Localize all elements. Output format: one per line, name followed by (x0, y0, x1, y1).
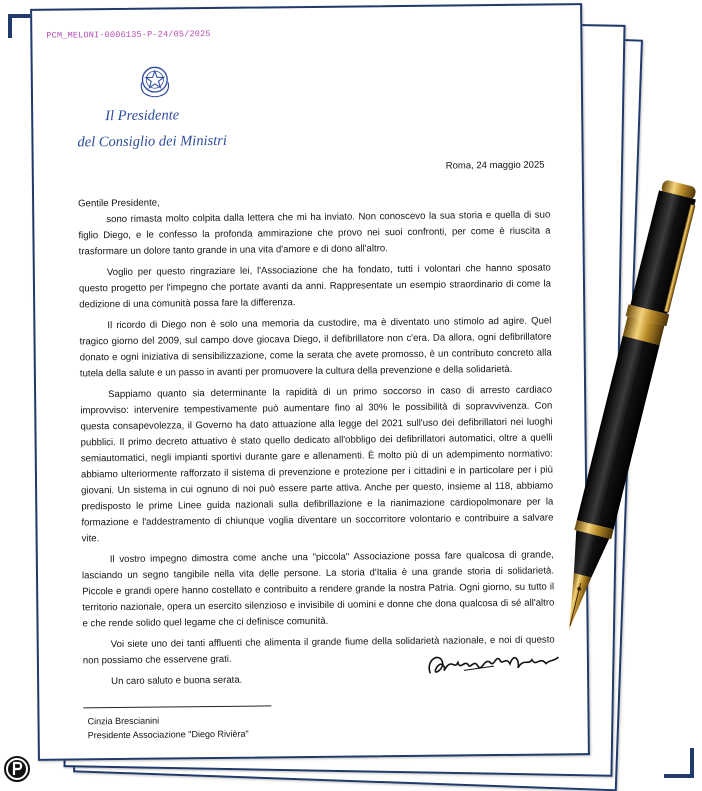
italian-emblem-icon (136, 61, 174, 99)
letter-body (78, 191, 555, 695)
frame-corner-top-left (8, 14, 32, 18)
letter-date: Roma, 24 maggio 2025 (445, 159, 545, 172)
handwritten-signature (424, 645, 564, 686)
letterhead-subtitle: del Consiglio dei Ministri (77, 132, 227, 151)
paragraph: Sappiamo quanto sia determinante la rapidità di un primo soccorso in caso di arresto cardiaco improvviso: intervenire tempestivamente può aumentare fino al 30% le possibilità di sopravvivenza. Con questa consapevolezza, il Governo ha dato attuazione alla legge del 2021 sull'uso dei defibrillatori nei luoghi pubblici. Il primo decreto attuativo è stato quello dedicato all'obbligo dei defibrillatori automatici, oltre a quelli semiautomatici, negli impianti sportivi durante gare e allenamenti. È molto più di un adempimento normativo: abbiamo ulteriormente rafforzato il sistema di prevenzione e protezione per i cittadini e in particolare per i più giovani. Un sistema in cui ognuno di noi può essere parte attiva. Anche per questo, insieme al 118, abbiamo predisposto le prime Linee guida nazionali sulla defibrillazione e la rianimazione cardiopolmonare per la formazione e l'addestramento di chiunque voglia diventare un soccorritore volontario e contribuire a salvare vite. (80, 384, 554, 545)
frame-corner-bottom-right (664, 774, 694, 778)
salutation: Gentile Presidente, (78, 197, 160, 210)
signature-line (83, 705, 271, 708)
recipient-name: Cinzia Brescianini (87, 715, 160, 727)
paragraph: Il vostro impegno dimostra come anche una "piccola" Associazione possa fare qualcosa di grande, lasciando un segno tangibile nella vita delle persone. La storia d'Italia è una grande storia di solidarietà. Piccole e grandi opere hanno costellato e contribuito a rendere grande la nostra Patria. Ogni giorno, su tutto il territorio nazionale, opera un esercito silenzioso e invisibile di uomini e donne che dona qualcosa di sé all'altro e che rende solido quel legame che ci definisce comunità. (81, 549, 555, 630)
paragraph: Voi siete uno dei tanti affluenti che alimenta il grande fiume della solidarietà nazionale, e noi di questo non possiamo che esservene grati. (82, 634, 555, 667)
publisher-logo-icon (4, 756, 30, 782)
recipient-role: Presidente Associazione "Diego Rivièra" (87, 728, 249, 741)
letterhead-title: Il Presidente (105, 107, 180, 125)
letter-page (30, 3, 590, 761)
paragraph: sono rimasta molto colpita dalla lettera che mi ha inviato. Non conoscevo la sua storia e quella di suo figlio Diego, e le confesso la profonda ammirazione che provo nei suoi confronti, per come è riuscita a trasformare un dolore tanto grande in una vita d'amore e di dono all'altro. (78, 209, 551, 258)
paragraph: Voglio per questo ringraziare lei, l'Associazione che ha fondato, tutti i volontari che hanno sposato questo progetto per l'impegno che portate avanti da anni. Rappresentate un esempio straordinario di come la dedizione di una comunità possa fare la differenza. (78, 262, 552, 311)
fountain-pen-image (548, 170, 698, 640)
closing: Un caro saluto e buona serata. (111, 674, 243, 688)
paragraph: Il ricordo di Diego non è solo una memoria da custodire, ma è diventato uno stimolo ad agire. Quel tragico giorno del 2009, sul campo dove giocava Diego, il defibrillatore non c'era. Da allora, ogni defibrillatore donato e ogni iniziativa di sensibilizzazione, come la serata che avete promosso, è un contributo concreto alla tutela della salute e un passo in avanti per promuovere la cultura della prevenzione e della solidarietà. (79, 315, 552, 380)
protocol-number: PCM_MELONI-0006135-P-24/05/2025 (46, 29, 211, 41)
